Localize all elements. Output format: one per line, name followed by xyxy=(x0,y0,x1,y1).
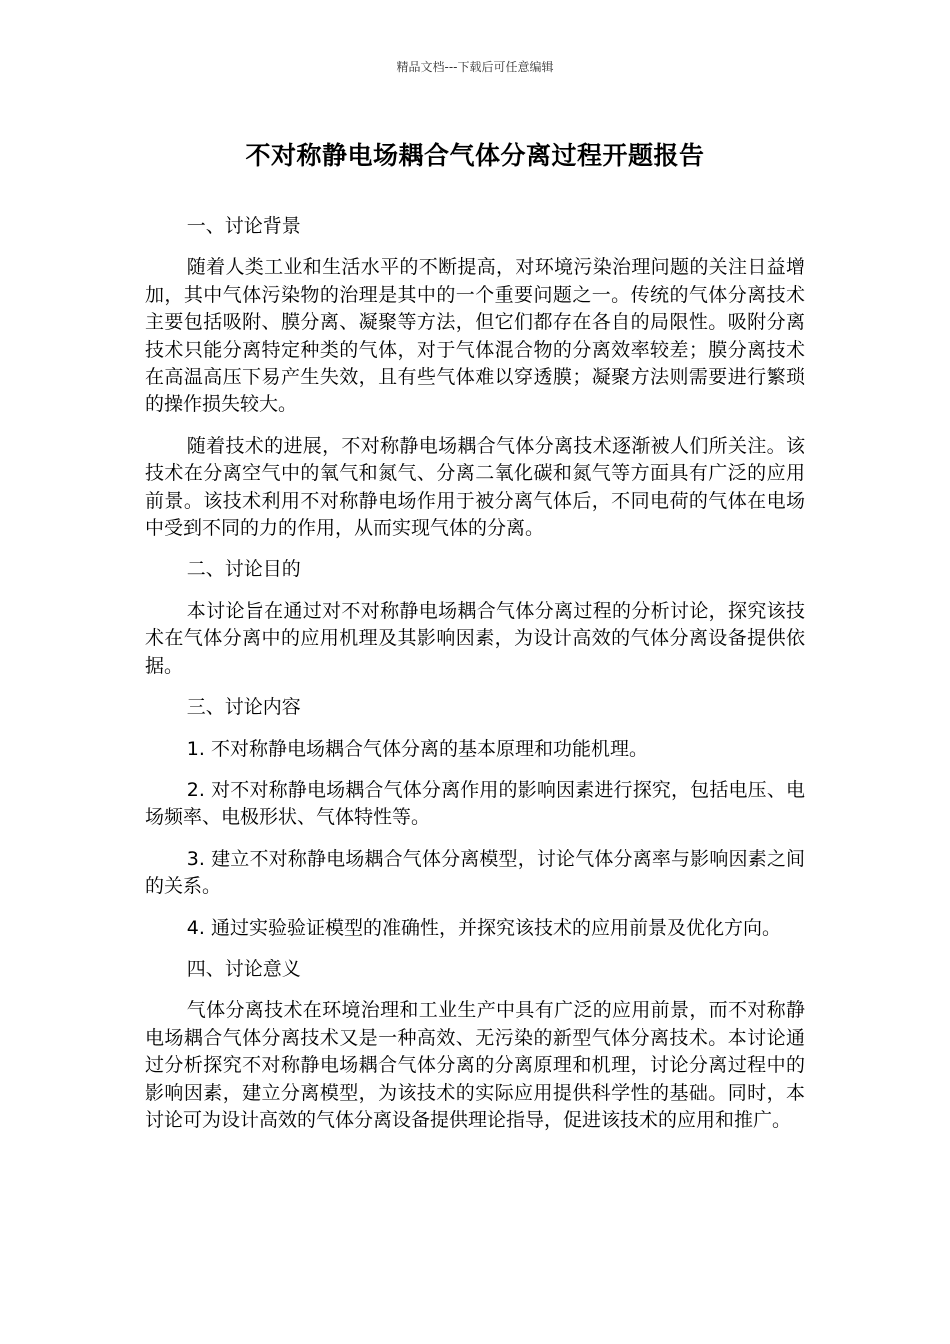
section-heading-significance: 四、讨论意义 xyxy=(186,957,301,980)
section-heading-content: 三、讨论内容 xyxy=(186,696,301,719)
document-body xyxy=(145,213,805,1148)
content-item-3: 3. 建立不对称静电场耦合气体分离模型，讨论气体分离率与影响因素之间的关系。 xyxy=(145,847,805,898)
content-item-1: 1. 不对称静电场耦合气体分离的基本原理和功能机理。 xyxy=(186,737,648,760)
paragraph-background-2: 随着技术的进展，不对称静电场耦合气体分离技术逐渐被人们所关注。该技术在分离空气中的氧气和氮气、分离二氧化碳和氮气等方面具有广泛的应用前景。该技术利用不对称静电场作用于被分离气体后，不同电荷的气体在电场中受到不同的力的作用，从而实现气体的分离。 xyxy=(145,434,805,540)
content-item-2: 2. 对不对称静电场耦合气体分离作用的影响因素进行探究，包括电压、电场频率、电极形状、气体特性等。 xyxy=(145,778,805,829)
section-heading-purpose: 二、讨论目的 xyxy=(186,558,301,581)
header-note: 精品文档---下载后可任意编辑 xyxy=(396,60,554,74)
paragraph-background-1: 随着人类工业和生活水平的不断提高，对环境污染治理问题的关注日益增加，其中气体污染物的治理是其中的一个重要问题之一。传统的气体分离技术主要包括吸附、膜分离、凝聚等方法，但它们都存在各自的局限性。吸附分离技术只能分离特定种类的气体，对于气体混合物的分离效率较差；膜分离技术在高温高压下易产生失效，且有些气体难以穿透膜；凝聚方法则需要进行繁琐的操作损失较大。 xyxy=(145,256,805,416)
paragraph-purpose: 本讨论旨在通过对不对称静电场耦合气体分离过程的分析讨论，探究该技术在气体分离中的应用机理及其影响因素，为设计高效的气体分离设备提供依据。 xyxy=(145,599,805,677)
paragraph-significance: 气体分离技术在环境治理和工业生产中具有广泛的应用前景，而不对称静电场耦合气体分离技术又是一种高效、无污染的新型气体分离技术。本讨论通过分析探究不对称静电场耦合气体分离的分离原理和机理，讨论分离过程中的影响因素，建立分离模型，为该技术的实际应用提供科学性的基础。同时，本讨论可为设计高效的气体分离设备提供理论指导，促进该技术的应用和推广。 xyxy=(145,999,805,1131)
document-title: 不对称静电场耦合气体分离过程开题报告 xyxy=(245,141,705,170)
section-heading-background: 一、讨论背景 xyxy=(186,215,301,237)
content-item-4: 4. 通过实验验证模型的准确性，并探究该技术的应用前景及优化方向。 xyxy=(186,916,781,939)
